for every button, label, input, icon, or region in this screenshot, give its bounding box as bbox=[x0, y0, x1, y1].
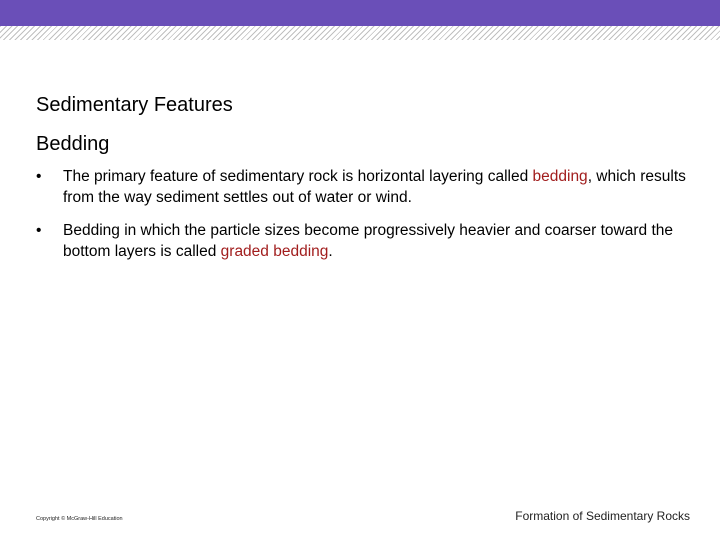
bullet-marker: • bbox=[36, 168, 42, 185]
bullet-marker: • bbox=[36, 222, 42, 239]
top-color-band bbox=[0, 0, 720, 26]
slide-title: Sedimentary Features bbox=[36, 94, 233, 116]
bullet-item-bedding bbox=[36, 166, 700, 208]
footer-title: Formation of Sedimentary Rocks bbox=[515, 509, 690, 523]
bullet-text: Bedding in which the particle sizes become progressively heavier and coarser toward the bottom layers is called bbox=[63, 222, 673, 260]
bullet-text: The primary feature of sedimentary rock is horizontal layering called bbox=[63, 168, 533, 185]
highlighted-term: graded bedding bbox=[220, 243, 329, 260]
slide-subtitle: Bedding bbox=[36, 133, 110, 155]
bullet-item-graded-bedding bbox=[36, 220, 700, 262]
bullet-text-tail: . bbox=[328, 243, 333, 260]
bullet-list bbox=[36, 166, 700, 274]
bullet-text-tail: , which results from the way sediment settles out of water or wind. bbox=[63, 168, 686, 206]
highlighted-term: bedding bbox=[532, 168, 588, 185]
decorative-hatch-strip bbox=[0, 26, 720, 40]
copyright-notice: Copyright © McGraw-Hill Education bbox=[36, 516, 123, 522]
